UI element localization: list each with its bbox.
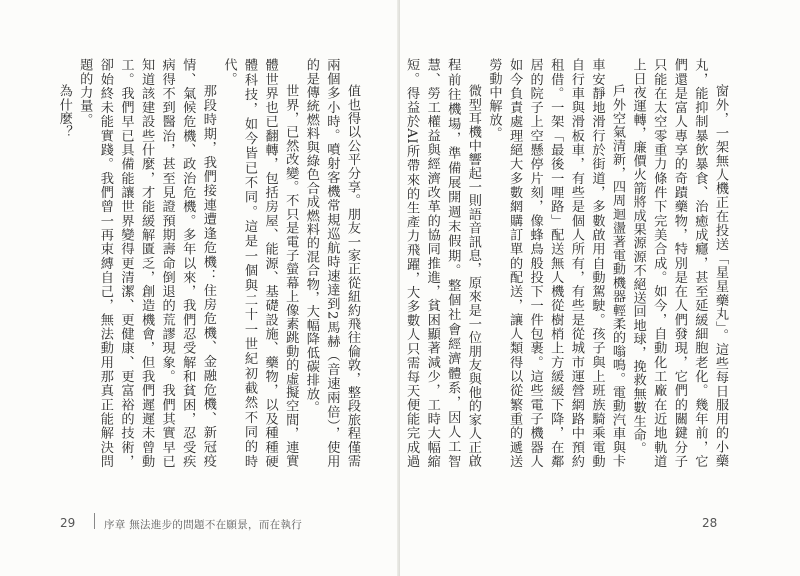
running-head-divider: [94, 513, 95, 529]
page-number-left: 29: [60, 516, 76, 530]
left-paragraph-2: 世界，已然改變。不只是電子螢幕上像素跳動的虛擬空間，連實體世界也已翻轉，包括房屋、能源、基礎設施、藥物，以及種種硬體科技，如今皆已不同。這是一個與二十一世紀初截然不同的時代。: [221, 58, 299, 468]
right-paragraph-2: 戶外空氣清新，四周迴盪著電動機器輕柔的嗡鳴。電動汽車與卡車安靜地滑行於街道，多數啟用自動駕駛。孩子與上班族騎乘電動自行車與滑板車，有些是個人所有，有些是從城市運營網路中預約租借。一架「最後一哩路」配送無人機從樹梢上方緩緩下降，在鄰居的院子上空懸停片刻，像蜂鳥般投下一件包裹。這些電子機器人如今負責處理絕大多數網購訂單的配送，讓人類得以從繁重的遞送勞動中解放。: [486, 58, 626, 468]
right-page-text: [404, 58, 730, 468]
right-page: [400, 0, 800, 576]
left-page-text: [56, 58, 362, 468]
right-paragraph-1: 窗外，一架無人機正在投送「星星藥丸」。這些每日服用的小藥丸，能抑制暴飲暴食、治癒成癮，甚至延緩細胞老化。幾年前，它們還是富人專享的奇蹟藥物，特別是在人們發現，它們的關鍵分子只能在太空零重力條件下完美合成。如今，自動化工廠在近地軌道上日夜運轉，廉價火箭將成果源源不絕送回地球，挽救無數生命。: [630, 58, 728, 468]
left-paragraph-1: 值也得以公平分享。朋友一家正從紐約飛往倫敦，整段旅程僅需兩個多小時。噴射客機常規巡航時速達到2馬赫（音速兩倍），使用的是傳統燃料與綠色合成燃料的混合物，大幅降低碳排放。: [303, 58, 360, 468]
left-paragraph-3: 那段時期，我們接連遭逢危機：住房危機、金融危機、新冠疫情、氣候危機、政治危機。多年以來，我們忍受解和貧困，忍受疾病得不到醫治，甚至見證預期壽命倒退的荒謬現象。我們其實早已知道該建設些什麼，才能緩解匱乏，創造機會，但我們遲遲未曾動工。我們早已具備能讓世界變得更清潔、更健康、更富裕的技術，卻始終未能實踐。我們曾一再束縛自己，無法動用那真正能解決問題的力量。: [77, 58, 216, 468]
right-paragraph-3: 微型耳機中響起一則語音訊息，原來是一位朋友與他的家人正啟程前往機場，準備展開週末假期。整個社會經濟體系，因人工智慧、勞工權益與經濟改革的協同推進，貧困顯著減少，工時大幅縮短。得益於AI所帶來的生產力飛躍，大多數人只需每天便能完成過: [404, 58, 481, 468]
running-head: 序章 無法進步的問題不在願景，而在執行: [104, 519, 303, 531]
page-number-right: 28: [702, 516, 718, 530]
left-paragraph-4: 為什麼？: [56, 84, 72, 140]
